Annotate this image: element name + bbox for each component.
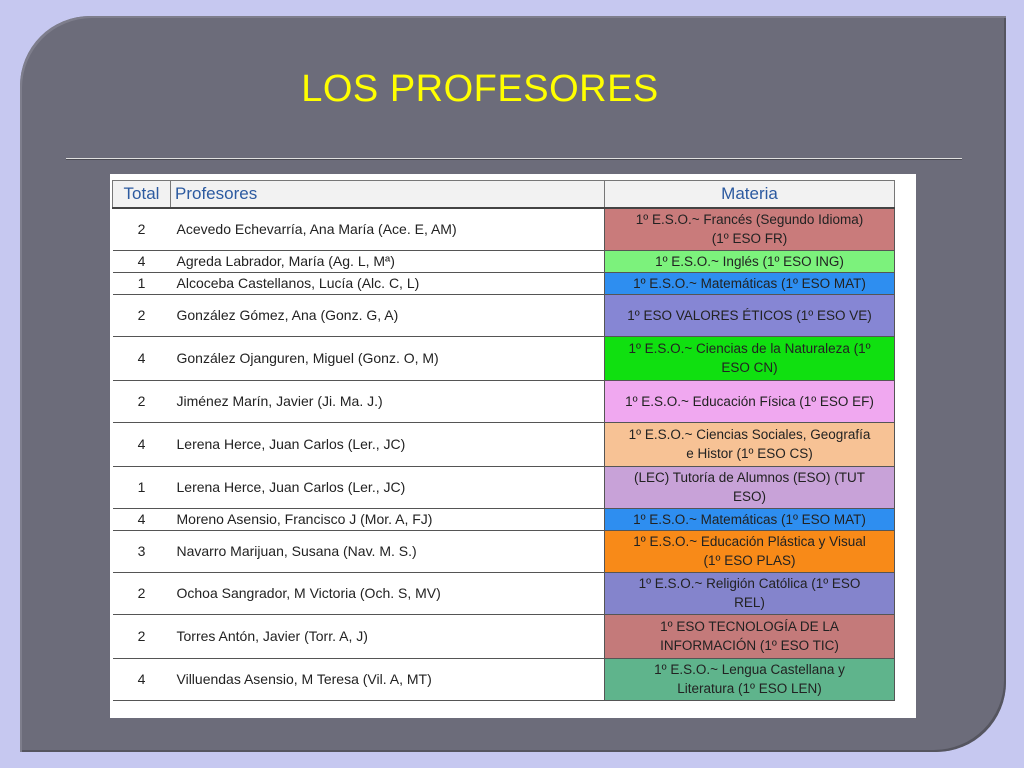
header-materia: Materia <box>605 181 895 209</box>
materia-line: 1º ESO VALORES ÉTICOS (1º ESO VE) <box>627 307 872 323</box>
materia-line: ESO CN) <box>721 360 778 375</box>
teachers-table <box>112 180 895 701</box>
header-total: Total <box>113 181 171 209</box>
table-body <box>113 208 895 700</box>
table-row <box>113 530 895 572</box>
materia-cell <box>605 380 895 422</box>
materia-cell <box>605 208 895 250</box>
materia-line: 1º E.S.O.~ Matemáticas (1º ESO MAT) <box>633 511 866 527</box>
table-row <box>113 208 895 250</box>
table-row <box>113 422 895 466</box>
materia-cell <box>605 272 895 294</box>
materia-line: 1º E.S.O.~ Francés (Segundo Idioma) <box>635 212 864 228</box>
total-cell: 2 <box>113 294 171 336</box>
materia-line: 1º E.S.O.~ Inglés (1º ESO ING) <box>655 253 844 269</box>
materia-cell <box>605 572 895 614</box>
total-cell: 3 <box>113 530 171 572</box>
profesor-cell: González Gómez, Ana (Gonz. G, A) <box>171 294 605 336</box>
profesor-cell: Jiménez Marín, Javier (Ji. Ma. J.) <box>171 380 605 422</box>
materia-cell <box>605 466 895 508</box>
title-divider <box>66 158 962 160</box>
materia-line: (LEC) Tutoría de Alumnos (ESO) (TUT <box>633 470 866 485</box>
materia-line: 1º E.S.O.~ Ciencias de la Naturaleza (1º <box>628 341 871 356</box>
materia-line: (1º ESO PLAS) <box>703 553 796 568</box>
materia-cell <box>605 422 895 466</box>
materia-cell <box>605 508 895 530</box>
materia-line: REL) <box>734 595 765 610</box>
profesor-cell: González Ojanguren, Miguel (Gonz. O, M) <box>171 336 605 380</box>
total-cell: 4 <box>113 422 171 466</box>
table-row <box>113 658 895 700</box>
materia-line: 1º E.S.O.~ Religión Católica (1º ESO <box>638 576 861 591</box>
table-row <box>113 294 895 336</box>
total-cell: 4 <box>113 658 171 700</box>
slide-title: LOS PROFESORES <box>301 68 659 110</box>
materia-cell <box>605 250 895 272</box>
profesor-cell: Lerena Herce, Juan Carlos (Ler., JC) <box>171 466 605 508</box>
table-row <box>113 466 895 508</box>
materia-cell <box>605 658 895 700</box>
table-row <box>113 614 895 658</box>
table-row <box>113 508 895 530</box>
total-cell: 2 <box>113 380 171 422</box>
profesor-cell: Acevedo Echevarría, Ana María (Ace. E, AM) <box>171 208 605 250</box>
total-cell: 2 <box>113 572 171 614</box>
materia-line: (1º ESO FR) <box>711 231 788 247</box>
table-row <box>113 380 895 422</box>
total-cell: 4 <box>113 508 171 530</box>
materia-cell <box>605 336 895 380</box>
total-cell: 4 <box>113 250 171 272</box>
materia-cell <box>605 294 895 336</box>
spreadsheet-image <box>110 174 916 718</box>
header-profesores: Profesores <box>171 181 605 209</box>
total-cell: 4 <box>113 336 171 380</box>
materia-line: ESO) <box>732 489 766 504</box>
profesor-cell: Navarro Marijuan, Susana (Nav. M. S.) <box>171 530 605 572</box>
total-cell: 2 <box>113 208 171 250</box>
total-cell: 1 <box>113 466 171 508</box>
profesor-cell: Torres Antón, Javier (Torr. A, J) <box>171 614 605 658</box>
total-cell: 1 <box>113 272 171 294</box>
table-row <box>113 336 895 380</box>
materia-line: Literatura (1º ESO LEN) <box>677 681 822 696</box>
total-cell: 2 <box>113 614 171 658</box>
materia-cell <box>605 530 895 572</box>
materia-line: 1º E.S.O.~ Lengua Castellana y <box>654 662 845 677</box>
profesor-cell: Alcoceba Castellanos, Lucía (Alc. C, L) <box>171 272 605 294</box>
materia-cell <box>605 614 895 658</box>
table-row <box>113 572 895 614</box>
materia-line: 1º E.S.O.~ Educación Física (1º ESO EF) <box>625 393 874 409</box>
table-header-row <box>113 181 895 209</box>
materia-line: 1º E.S.O.~ Educación Plástica y Visual <box>633 534 866 549</box>
materia-line: 1º E.S.O.~ Matemáticas (1º ESO MAT) <box>633 275 866 291</box>
materia-line: 1º E.S.O.~ Ciencias Sociales, Geografía <box>628 427 871 442</box>
profesor-cell: Ochoa Sangrador, M Victoria (Och. S, MV) <box>171 572 605 614</box>
table-row <box>113 272 895 294</box>
materia-line: 1º ESO TECNOLOGÍA DE LA <box>660 619 839 634</box>
profesor-cell: Lerena Herce, Juan Carlos (Ler., JC) <box>171 422 605 466</box>
table-row <box>113 250 895 272</box>
profesor-cell: Moreno Asensio, Francisco J (Mor. A, FJ) <box>171 508 605 530</box>
profesor-cell: Villuendas Asensio, M Teresa (Vil. A, MT) <box>171 658 605 700</box>
profesor-cell: Agreda Labrador, María (Ag. L, Mª) <box>171 250 605 272</box>
materia-line: e Histor (1º ESO CS) <box>686 446 813 461</box>
materia-line: INFORMACIÓN (1º ESO TIC) <box>660 638 839 653</box>
